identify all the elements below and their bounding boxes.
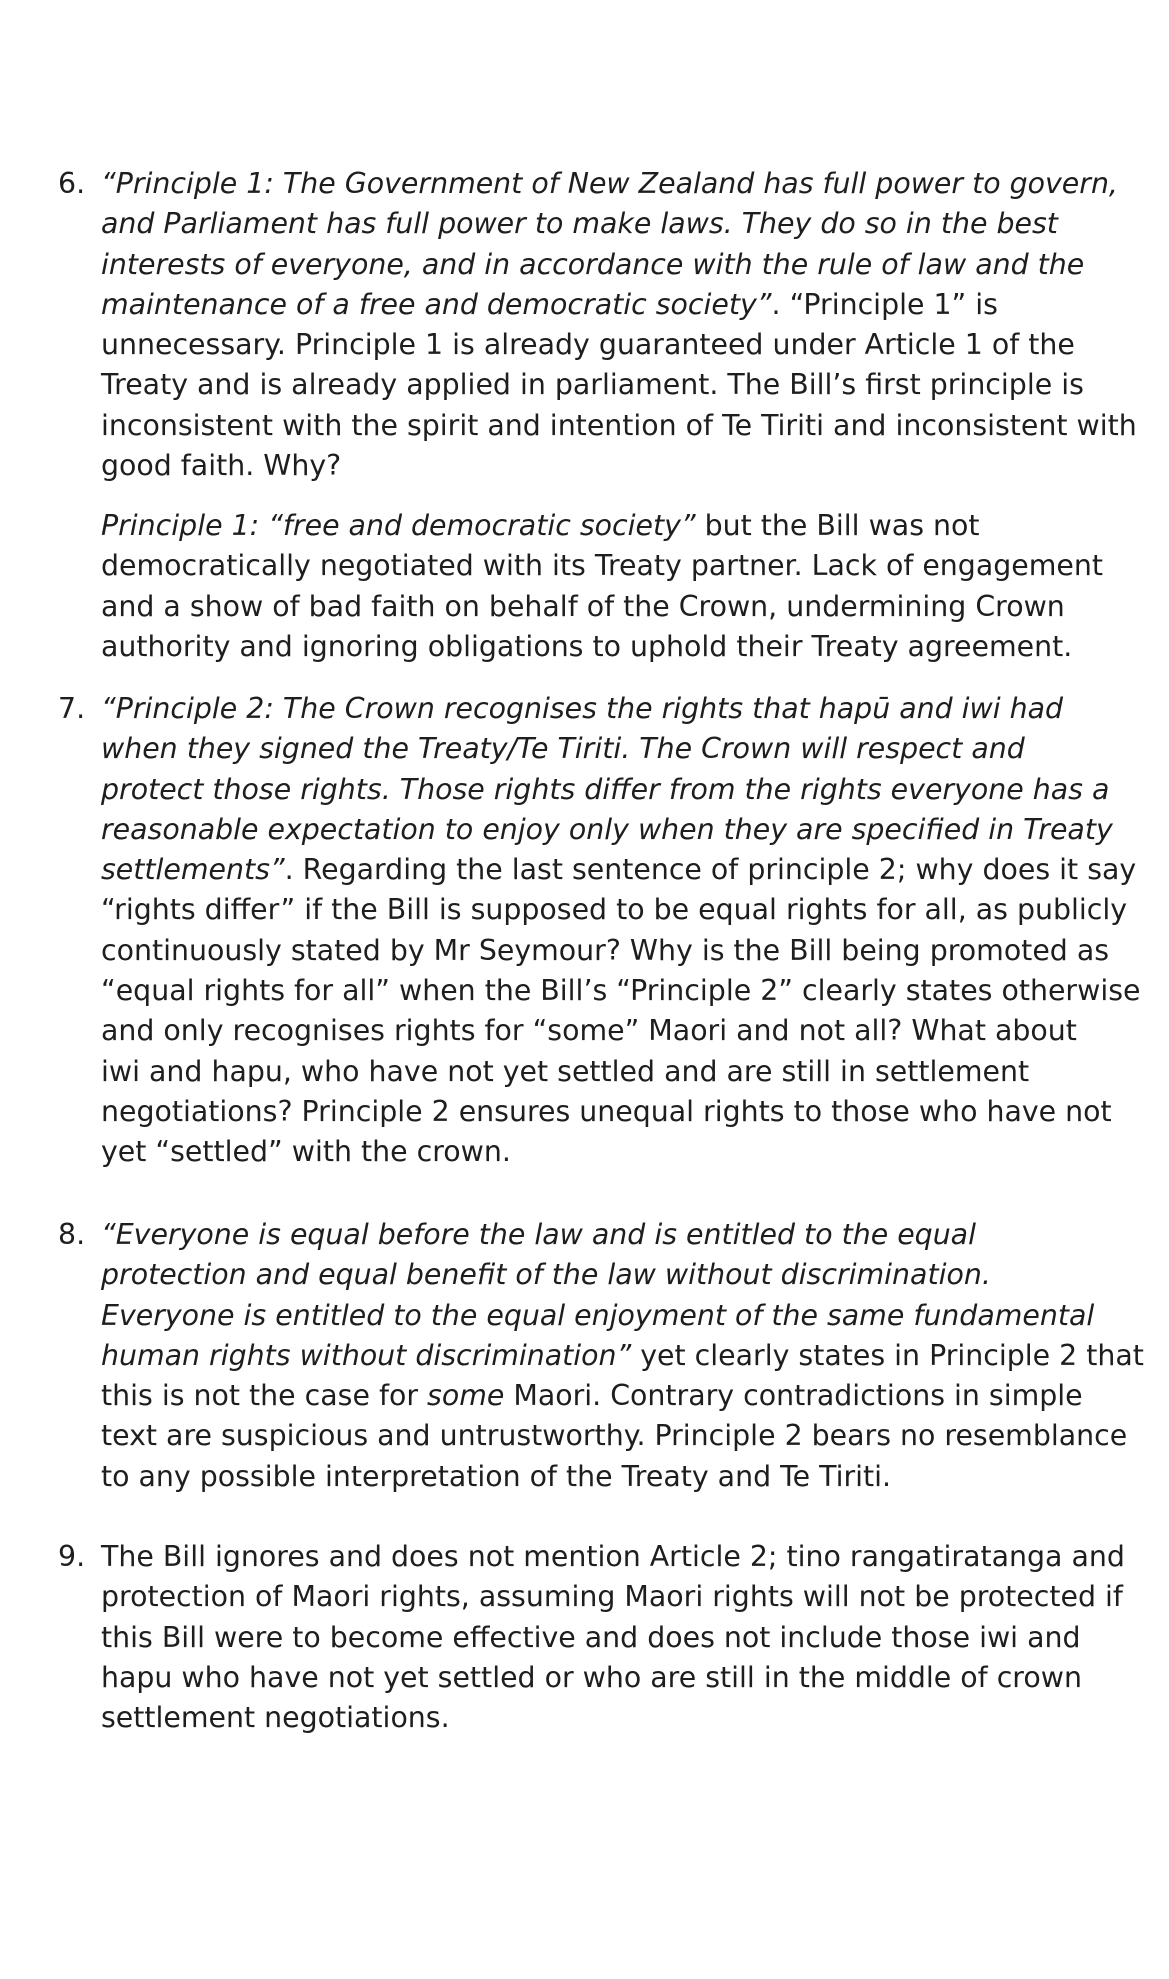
- item-number: 9.: [58, 1540, 86, 1573]
- item-paragraph: [101, 1537, 1125, 1738]
- text-line: human rights without discrimination” yet clearly states in Principle 2 that: [101, 1338, 1144, 1372]
- list-item-9: [58, 1537, 1125, 1738]
- text-line: this is not the case for some Maori. Contrary contradictions in simple: [101, 1379, 1083, 1413]
- text-line: Principle 1: “free and democratic society” but the Bill was not: [101, 509, 980, 542]
- item-paragraph: [101, 506, 1108, 667]
- text-line: Everyone is entitled to the equal enjoyment of the same fundamental: [101, 1298, 1095, 1332]
- text-line: yet “settled” with the crown.: [101, 1135, 511, 1169]
- text-line: “rights differ” if the Bill is supposed to be equal rights for all, as publicly: [101, 893, 1128, 927]
- text-line: interests of everyone, and in accordance with the rule of law and the: [101, 247, 1085, 281]
- list-item-7: [58, 689, 1141, 1173]
- list-item-6: [58, 164, 1137, 486]
- text-line: protection and equal benefit of the law without discrimination.: [101, 1258, 991, 1292]
- text-line: settlements”. Regarding the last sentence of principle 2; why does it say: [101, 853, 1137, 887]
- text-line: unnecessary. Principle 1 is already guaranteed under Article 1 of the: [101, 328, 1075, 362]
- text-line: protect those rights. Those rights differ from the rights everyone has a: [101, 772, 1110, 806]
- list-item-8: [58, 1215, 1144, 1497]
- text-line: Treaty and is already applied in parliament. The Bill’s first principle is: [101, 368, 1084, 402]
- text-line: text are suspicious and untrustworthy. Principle 2 bears no resemblance: [101, 1419, 1128, 1453]
- list-item-6-followup: [58, 506, 1108, 667]
- item-paragraph: [101, 689, 1141, 1173]
- text-line: and only recognises rights for “some” Maori and not all? What about: [101, 1014, 1077, 1048]
- item-paragraph: [101, 164, 1137, 486]
- text-line: good faith. Why?: [101, 449, 342, 483]
- text-line: and Parliament has full power to make laws. They do so in the best: [101, 207, 1058, 241]
- text-line: “Principle 2: The Crown recognises the rights that hapū and iwi had: [101, 692, 1064, 725]
- text-line: inconsistent with the spirit and intention of Te Tiriti and inconsistent with: [101, 408, 1137, 442]
- text-line: authority and ignoring obligations to uphold their Treaty agreement.: [101, 629, 1073, 663]
- text-line: reasonable expectation to enjoy only when they are specified in Treaty: [101, 812, 1113, 846]
- item-paragraph: [101, 1215, 1144, 1497]
- text-line: settlement negotiations.: [101, 1701, 450, 1735]
- item-number: 6.: [58, 167, 86, 200]
- text-line: The Bill ignores and does not mention Article 2; tino rangatiratanga and: [101, 1540, 1125, 1573]
- text-line: this Bill were to become effective and does not include those iwi and: [101, 1620, 1081, 1654]
- text-line: “equal rights for all” when the Bill’s “Principle 2” clearly states otherwise: [101, 974, 1141, 1008]
- text-line: protection of Maori rights, assuming Maori rights will not be protected if: [101, 1580, 1123, 1614]
- item-number: 7.: [58, 692, 86, 725]
- text-line: “Principle 1: The Government of New Zealand has full power to govern,: [101, 167, 1118, 200]
- text-line: and a show of bad faith on behalf of the Crown, undermining Crown: [101, 589, 1065, 623]
- text-line: hapu who have not yet settled or who are still in the middle of crown: [101, 1660, 1082, 1694]
- text-line: negotiations? Principle 2 ensures unequal rights to those who have not: [101, 1094, 1112, 1128]
- text-line: when they signed the Treaty/Te Tiriti. The Crown will respect and: [101, 732, 1025, 766]
- text-line: to any possible interpretation of the Treaty and Te Tiriti.: [101, 1459, 892, 1493]
- text-line: continuously stated by Mr Seymour? Why is the Bill being promoted as: [101, 933, 1110, 967]
- text-line: maintenance of a free and democratic society”. “Principle 1” is: [101, 287, 998, 321]
- item-number: 8.: [58, 1218, 86, 1251]
- text-line: “Everyone is equal before the law and is entitled to the equal: [101, 1218, 976, 1251]
- text-line: democratically negotiated with its Treaty partner. Lack of engagement: [101, 549, 1103, 583]
- text-line: iwi and hapu, who have not yet settled and are still in settlement: [101, 1054, 1030, 1088]
